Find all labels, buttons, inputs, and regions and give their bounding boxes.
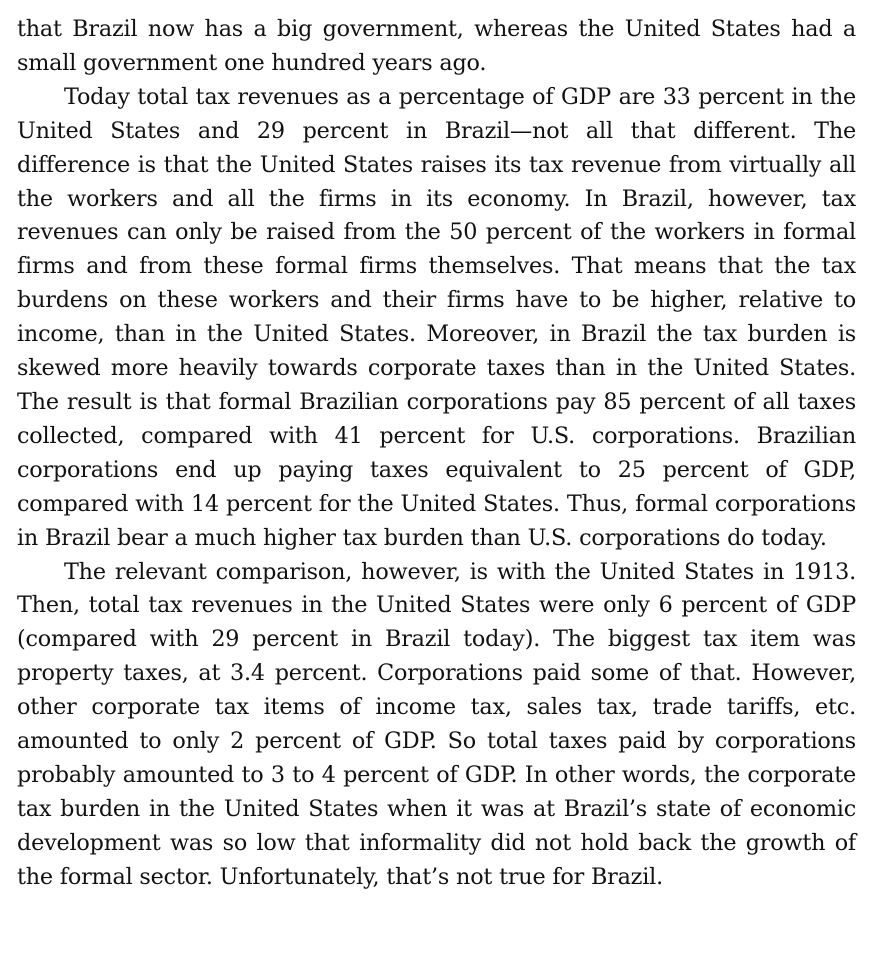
paragraph-1913-comparison: The relevant comparison, however, is with the United States in 1913. Then, total tax revenues in the United States were only 6 percent of GDP (compared with 29 percent in Brazil today). The biggest tax item was property taxes, at 3.4 percent. Corporations paid some of that. However, other corporate tax items of income tax, sales tax, trade tariffs, etc. amounted to only 2 percent of GDP. So total taxes paid by corporations probably amounted to 3 to 4 percent of GDP. In other words, the corporate tax burden in the United States when it was at Brazil’s state of economic development was so low that informality did not hold back the growth of the formal sector. Unfortunately, that’s not true for Brazil. [17, 558, 856, 890]
paragraph-tax-revenues: Today total tax revenues as a percentage of GDP are 33 percent in the United States and 29 percent in Brazil—not all that different. The difference is that the United States raises its tax revenue from virtually all the workers and all the firms in its economy. In Brazil, however, tax revenues can only be raised from the 50 percent of the workers in formal firms and from these formal firms themselves. That means that the tax burdens on these workers and their firms have to be higher, relative to income, than in the United States. Moreover, in Brazil the tax burden is skewed more heavily towards corporate taxes than in the United States. The result is that formal Brazilian corporations pay 85 percent of all taxes collected, compared with 41 percent for U.S. corporations. Brazilian corporations end up paying taxes equivalent to 25 percent of GDP, compared with 14 percent for the United States. Thus, formal corporations in Brazil bear a much higher tax burden than U.S. corporations do today. [17, 83, 856, 551]
paragraph-continuation: that Brazil now has a big government, whereas the United States had a small government one hundred years ago. [17, 16, 856, 76]
document-page [17, 13, 856, 895]
